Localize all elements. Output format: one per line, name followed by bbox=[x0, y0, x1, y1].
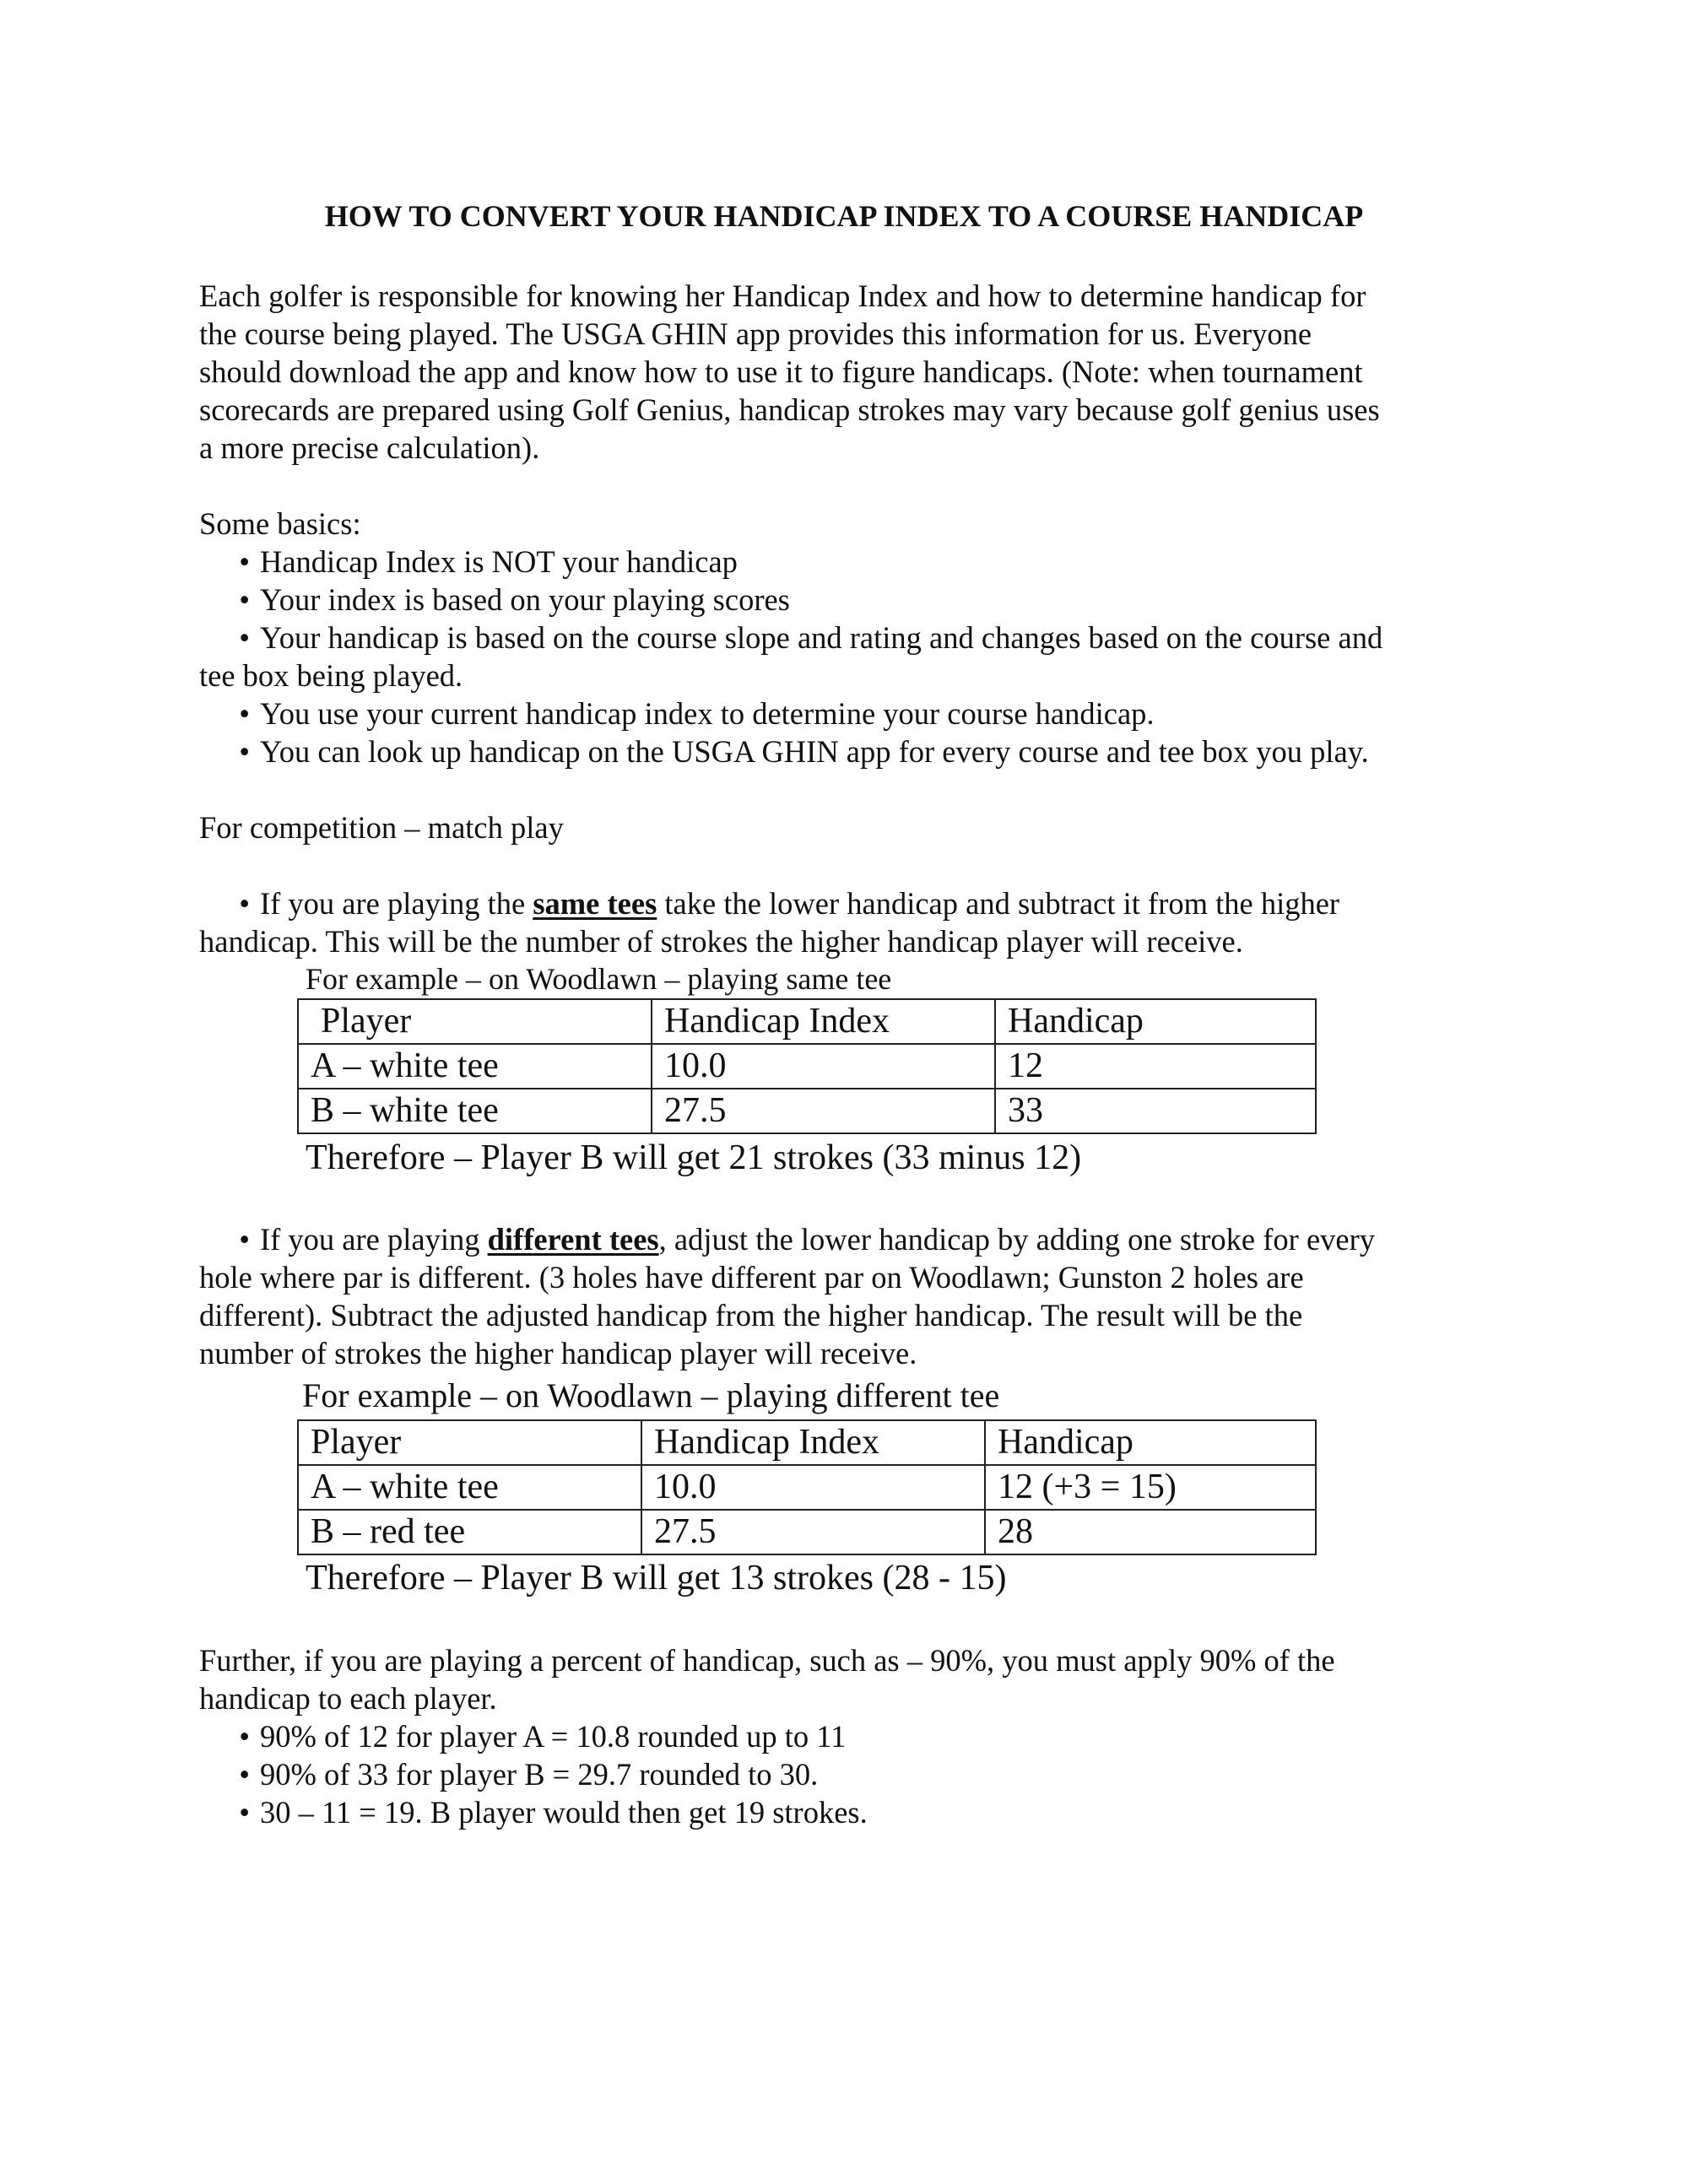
basics-item bbox=[199, 543, 738, 581]
basics-item-text: You use your current handicap index to determine your course handicap. bbox=[260, 696, 1155, 731]
same-tees-caption: For example – on Woodlawn – playing same tee bbox=[306, 962, 892, 996]
different-tees-caption: For example – on Woodlawn – playing different tee bbox=[302, 1376, 1000, 1414]
intro-line: Each golfer is responsible for knowing her Handicap Index and how to determine handicap for bbox=[199, 278, 1366, 313]
table-header-row bbox=[298, 1420, 1316, 1465]
percent-line: Further, if you are playing a percent of handicap, such as – 90%, you must apply 90% of the bbox=[199, 1643, 1335, 1678]
basics-item-text: You can look up handicap on the USGA GHIN app for every course and tee box you play. bbox=[260, 734, 1369, 769]
bullet-icon: • bbox=[239, 734, 250, 769]
intro-line: a more precise calculation). bbox=[199, 430, 540, 465]
same-tees-table bbox=[297, 998, 1317, 1134]
table-cell: A – white tee bbox=[298, 1044, 652, 1089]
table-cell: 12 (+3 = 15) bbox=[985, 1465, 1316, 1510]
different-tees-rule bbox=[199, 1220, 1375, 1258]
bullet-icon: • bbox=[239, 1757, 250, 1792]
percent-item bbox=[199, 1793, 868, 1831]
page-title: HOW TO CONVERT YOUR HANDICAP INDEX TO A COURSE HANDICAP bbox=[324, 199, 1364, 233]
basics-heading: Some basics: bbox=[199, 506, 361, 541]
same-tees-rule-line2: handicap. This will be the number of strokes the higher handicap player will receive. bbox=[199, 924, 1243, 959]
basics-item bbox=[199, 695, 1155, 733]
rule-text: If you are playing bbox=[260, 1222, 488, 1257]
table-cell: A – white tee bbox=[298, 1465, 641, 1510]
percent-item-text: 90% of 12 for player A = 10.8 rounded up to 11 bbox=[260, 1719, 847, 1754]
table-cell: 28 bbox=[985, 1510, 1316, 1554]
bullet-icon: • bbox=[239, 1222, 250, 1257]
basics-item-text: Your handicap is based on the course slope and rating and changes based on the course and bbox=[260, 620, 1383, 655]
table-row bbox=[298, 1044, 1316, 1089]
percent-item bbox=[199, 1717, 846, 1755]
different-tees-line: hole where par is different. (3 holes have different par on Woodlawn; Gunston 2 holes are bbox=[199, 1260, 1304, 1295]
intro-line: should download the app and know how to use it to figure handicaps. (Note: when tournament bbox=[199, 354, 1363, 389]
percent-item-text: 90% of 33 for player B = 29.7 rounded to 30. bbox=[260, 1757, 819, 1792]
table-header-cell: Player bbox=[298, 999, 652, 1044]
bullet-icon: • bbox=[239, 620, 250, 655]
table-cell: 27.5 bbox=[652, 1089, 995, 1133]
table-cell: 12 bbox=[995, 1044, 1316, 1089]
basics-item bbox=[199, 581, 790, 619]
bullet-icon: • bbox=[239, 886, 250, 921]
table-cell: 10.0 bbox=[641, 1465, 985, 1510]
intro-line: the course being played. The USGA GHIN app provides this information for us. Everyone bbox=[199, 316, 1312, 351]
table-cell: B – red tee bbox=[298, 1510, 641, 1554]
rule-text: , adjust the lower handicap by adding one stroke for every bbox=[658, 1222, 1375, 1257]
bullet-icon: • bbox=[239, 696, 250, 731]
percent-item-text: 30 – 11 = 19. B player would then get 19 strokes. bbox=[260, 1795, 868, 1830]
table-cell: 33 bbox=[995, 1089, 1316, 1133]
basics-item-text: Your index is based on your playing scores bbox=[260, 582, 790, 617]
rule-text: take the lower handicap and subtract it from the higher bbox=[657, 886, 1340, 921]
basics-item-continuation: tee box being played. bbox=[199, 658, 463, 693]
table-header-cell: Handicap Index bbox=[641, 1420, 985, 1465]
table-cell: 27.5 bbox=[641, 1510, 985, 1554]
table-cell: 10.0 bbox=[652, 1044, 995, 1089]
same-tees-rule bbox=[199, 884, 1339, 922]
table-header-cell: Handicap Index bbox=[652, 999, 995, 1044]
different-tees-line: different). Subtract the adjusted handicap from the higher handicap. The result will be the bbox=[199, 1298, 1303, 1333]
basics-item bbox=[199, 733, 1369, 770]
competition-heading: For competition – match play bbox=[199, 810, 564, 845]
different-tees-line: number of strokes the higher handicap player will receive. bbox=[199, 1336, 917, 1370]
bullet-icon: • bbox=[239, 1719, 250, 1754]
bullet-icon: • bbox=[239, 582, 250, 617]
table-header-cell: Player bbox=[298, 1420, 641, 1465]
table-cell: B – white tee bbox=[298, 1089, 652, 1133]
different-tees-emphasis: different tees bbox=[487, 1222, 659, 1257]
same-tees-result: Therefore – Player B will get 21 strokes (33 minus 12) bbox=[306, 1138, 1082, 1177]
different-tees-result: Therefore – Player B will get 13 strokes (28 - 15) bbox=[306, 1559, 1007, 1597]
table-row bbox=[298, 1510, 1316, 1554]
rule-text: If you are playing the bbox=[260, 886, 533, 921]
table-header-row bbox=[298, 999, 1316, 1044]
table-header-cell: Handicap bbox=[995, 999, 1316, 1044]
table-row bbox=[298, 1089, 1316, 1133]
intro-line: scorecards are prepared using Golf Genius, handicap strokes may vary because golf genius uses bbox=[199, 392, 1380, 427]
table-header-cell: Handicap bbox=[985, 1420, 1316, 1465]
bullet-icon: • bbox=[239, 1795, 250, 1830]
basics-item-text: Handicap Index is NOT your handicap bbox=[260, 544, 738, 579]
basics-item bbox=[199, 619, 1382, 657]
table-row bbox=[298, 1465, 1316, 1510]
percent-item bbox=[199, 1755, 818, 1793]
bullet-icon: • bbox=[239, 544, 250, 579]
same-tees-emphasis: same tees bbox=[533, 886, 657, 921]
different-tees-table bbox=[297, 1419, 1317, 1555]
percent-line: handicap to each player. bbox=[199, 1681, 497, 1716]
